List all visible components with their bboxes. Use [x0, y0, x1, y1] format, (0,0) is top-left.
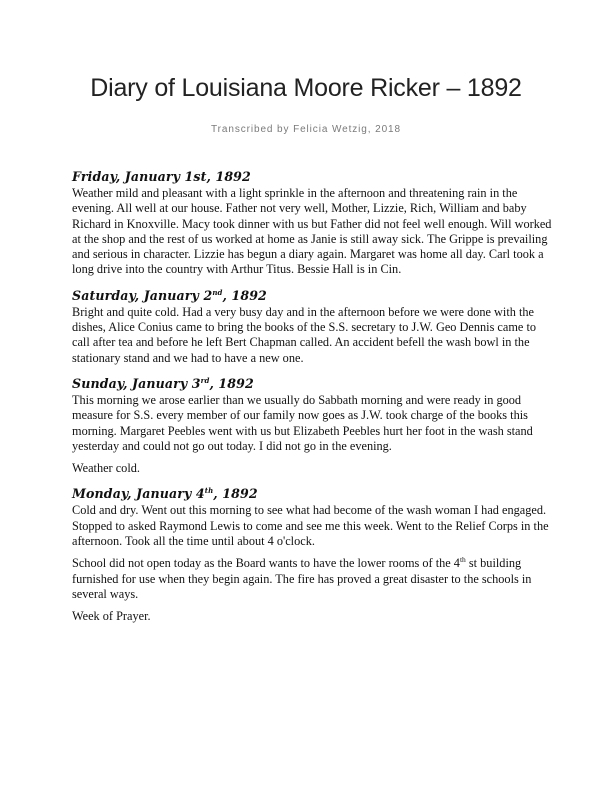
paragraph-text: School did not open today as the Board wants to have the lower rooms of the 4 — [72, 556, 460, 571]
entry-heading-year: , 1892 — [222, 287, 267, 303]
paragraph-text: st building furnished for use when they begin again. The fire has proved a great disaster to the schools in several ways. — [72, 556, 532, 601]
document-title: Diary of Louisiana Moore Ricker – 1892 — [90, 74, 522, 102]
entry-paragraph — [72, 556, 556, 602]
entry-heading — [72, 485, 556, 503]
entry-paragraph: Weather cold. — [72, 461, 140, 476]
entry-heading-ordinal: rd — [200, 375, 210, 385]
entry-heading-text: Saturday, January 2 — [72, 287, 213, 303]
entry-heading-ordinal: th — [204, 486, 214, 496]
diary-entry — [72, 168, 556, 278]
entry-paragraph: Cold and dry. Went out this morning to see what had become of the wash woman I had engaged. Stopped to asked Raymond Lewis to come and see me this week. Went to the Relief Corps in the afternoon. Took all the time until about 4 o'clock. — [72, 503, 549, 549]
entry-heading — [72, 287, 556, 305]
entry-paragraph: This morning we arose earlier than we usually do Sabbath morning and were ready in good measure for S.S. every member of our family now goes as J.W. took charge of the books this morning. Margaret Peebles went with us but Elizabeth Peebles hurt her foot in the wash stand yesterday and could not go out today. I did not go in the evening. — [72, 392, 533, 453]
street-ordinal: th — [459, 555, 466, 565]
entry-heading-ordinal: nd — [212, 287, 223, 297]
document-subtitle: Transcribed by Felicia Wetzig, 2018 — [211, 124, 401, 135]
entry-heading-text: Friday, January 1st, 1892 — [72, 169, 251, 184]
entry-heading-year: , 1892 — [209, 375, 254, 391]
entry-heading — [72, 168, 556, 186]
diary-body — [72, 168, 556, 625]
entry-heading-text: Sunday, January 3 — [72, 375, 201, 391]
diary-entry — [72, 375, 556, 476]
entry-heading-text: Monday, January 4 — [72, 486, 205, 502]
entry-paragraph: Weather mild and pleasant with a light sprinkle in the afternoon and threatening rain in the evening. All well at our house. Father not very well, Mother, Lizzie, Rich, William and baby Richard in Knoxville. Macy took dinner with us but Father did not feel well enough. Will worked at the shop and the rest of us worked at home as Janie is still away sick. The Grippe is prevailing and serious in character. Lizzie has begun a diary again. Margaret was home all day. Carl took a long drive into the country with Arthur Titus. Bessie Hall is in Cin. — [72, 186, 552, 277]
entry-paragraph: Bright and quite cold. Had a very busy day and in the afternoon before we were done with the dishes, Alice Conius came to bring the books of the S.S. secretary to J.W. Geo Dennis came to call after tea and before he left Bert Chapman called. An accident befell the wash bowl in the stationary stand and we had to have a new one. — [72, 304, 537, 365]
entry-heading — [72, 375, 556, 393]
entry-paragraph: Week of Prayer. — [72, 609, 151, 624]
diary-entry — [72, 485, 556, 624]
diary-entry — [72, 287, 556, 366]
entry-heading-year: , 1892 — [213, 486, 258, 502]
